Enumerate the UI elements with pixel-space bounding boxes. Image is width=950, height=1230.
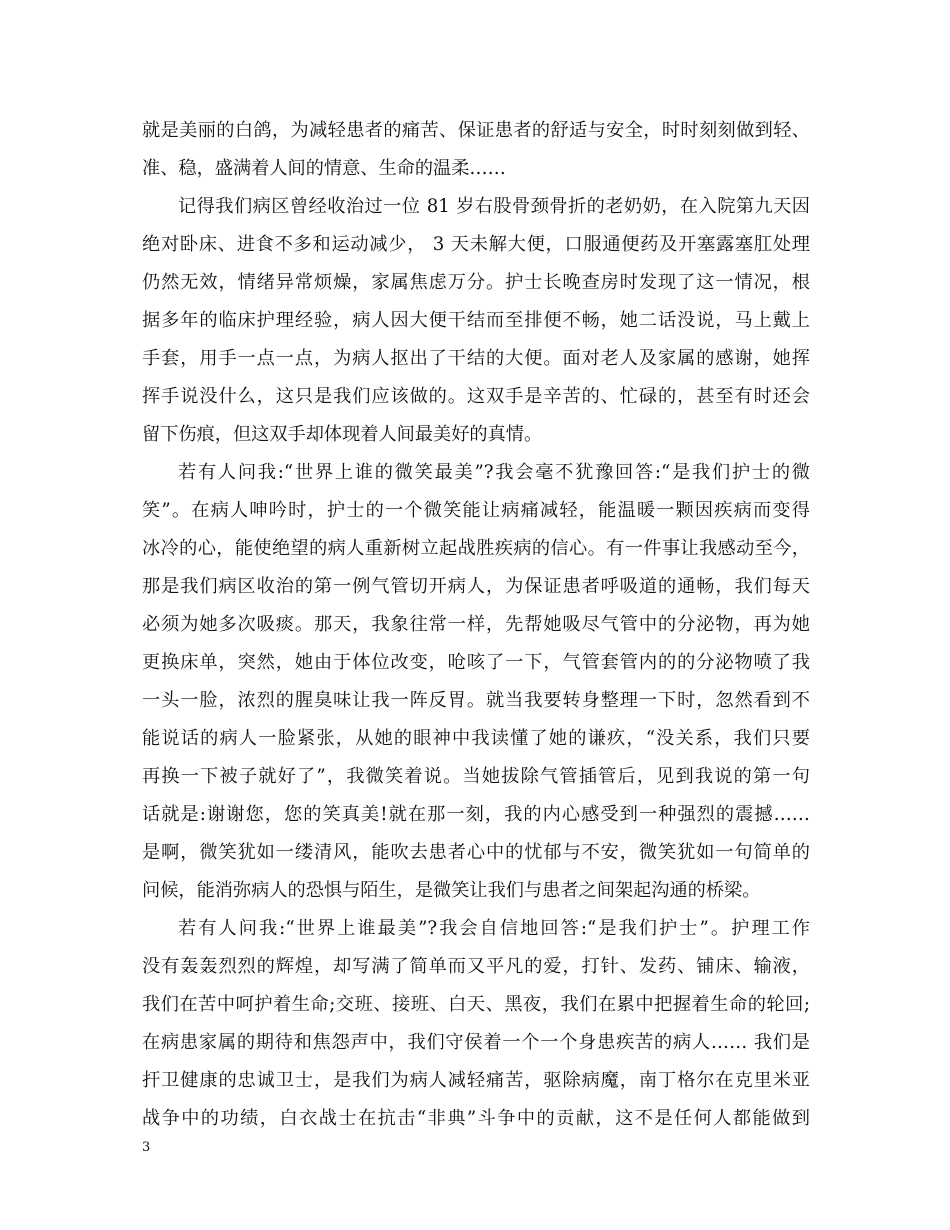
text-line: 记得我们病区曾经收治过一位 81 岁右股骨颈骨折的老奶奶，在入院第九天因: [178, 196, 810, 217]
text-line: 我们在苦中呵护着生命;交班、接班、白天、黑夜，我们在累中把握着生命的轮回;: [142, 994, 810, 1015]
text-line: 冰冷的心，能使绝望的病人重新树立起战胜疾病的信心。有一件事让我感动至今，: [142, 538, 810, 559]
paragraph-1: [142, 112, 810, 188]
paragraph-2: [142, 188, 810, 454]
text-line: 准、稳，盛满着人间的情意、生命的温柔……: [142, 158, 506, 179]
text-line: 是啊，微笑犹如一缕清风，能吹去患者心中的忧郁与不安，微笑犹如一句简单的: [142, 842, 810, 863]
text-line: 在病患家属的期待和焦怨声中，我们守侯着一个一个身患疾苦的病人…… 我们是: [142, 1032, 810, 1053]
text-line: 没有轰轰烈烈的辉煌，却写满了简单而又平凡的爱，打针、发药、铺床、输液，: [142, 956, 810, 977]
paragraph-4: [142, 910, 810, 1138]
paragraph-3: [142, 454, 810, 910]
text-line: 扞卫健康的忠诚卫士，是我们为病人减轻痛苦，驱除病魔，南丁格尔在克里米亚: [142, 1070, 810, 1091]
text-line: 若有人问我:“世界上谁的微笑最美”?我会毫不犹豫回答:“是我们护士的微: [178, 462, 810, 483]
text-line: 再换一下被子就好了”，我微笑着说。当她拔除气管插管后，见到我说的第一句: [142, 766, 810, 787]
text-line: 就是美丽的白鸽，为减轻患者的痛苦、保证患者的舒适与安全，时时刻刻做到轻、: [142, 120, 810, 141]
text-line: 话就是:谢谢您，您的笑真美!就在那一刻，我的内心感受到一种强烈的震撼……: [142, 804, 810, 825]
text-line: 笑”。在病人呻吟时，护士的一个微笑能让病痛减轻，能温暖一颗因疾病而变得: [142, 500, 810, 521]
text-line: 据多年的临床护理经验，病人因大便干结而至排便不畅，她二话没说，马上戴上: [142, 310, 810, 331]
text-line: 能说话的病人一脸紧张，从她的眼神中我读懂了她的谦疚，“没关系，我们只要: [142, 728, 810, 749]
text-line: 挥手说没什么，这只是我们应该做的。这双手是辛苦的、忙碌的，甚至有时还会: [142, 386, 810, 407]
text-line: 战争中的功绩，白衣战士在抗击“非典”斗争中的贡献，这不是任何人都能做到: [142, 1108, 810, 1129]
text-line: 仍然无效，情绪异常烦燥，家属焦虑万分。护士长晚查房时发现了这一情况，根: [142, 272, 810, 293]
document-body: [142, 112, 810, 1138]
page-number: 3: [142, 1140, 151, 1155]
text-line: 一头一脸，浓烈的腥臭味让我一阵反胃。就当我要转身整理一下时，忽然看到不: [142, 690, 810, 711]
text-line: 必须为她多次吸痰。那天，我象往常一样，先帮她吸尽气管中的分泌物，再为她: [142, 614, 810, 635]
text-line: 问候，能消弥病人的恐惧与陌生，是微笑让我们与患者之间架起沟通的桥梁。: [142, 880, 761, 901]
text-line: 那是我们病区收治的第一例气管切开病人，为保证患者呼吸道的通畅，我们每天: [142, 576, 810, 597]
text-line: 绝对卧床、进食不多和运动减少， 3 天未解大便，口服通便药及开塞露塞肛处理: [142, 234, 810, 255]
text-line: 手套，用手一点一点，为病人抠出了干结的大便。面对老人及家属的感谢，她挥: [142, 348, 810, 369]
text-line: 留下伤痕，但这双手却体现着人间最美好的真情。: [142, 424, 543, 445]
text-line: 若有人问我:“世界上谁最美”?我会自信地回答:“是我们护士”。护理工作: [178, 918, 810, 939]
text-line: 更换床单，突然，她由于体位改变，呛咳了一下，气管套管内的的分泌物喷了我: [142, 652, 810, 673]
